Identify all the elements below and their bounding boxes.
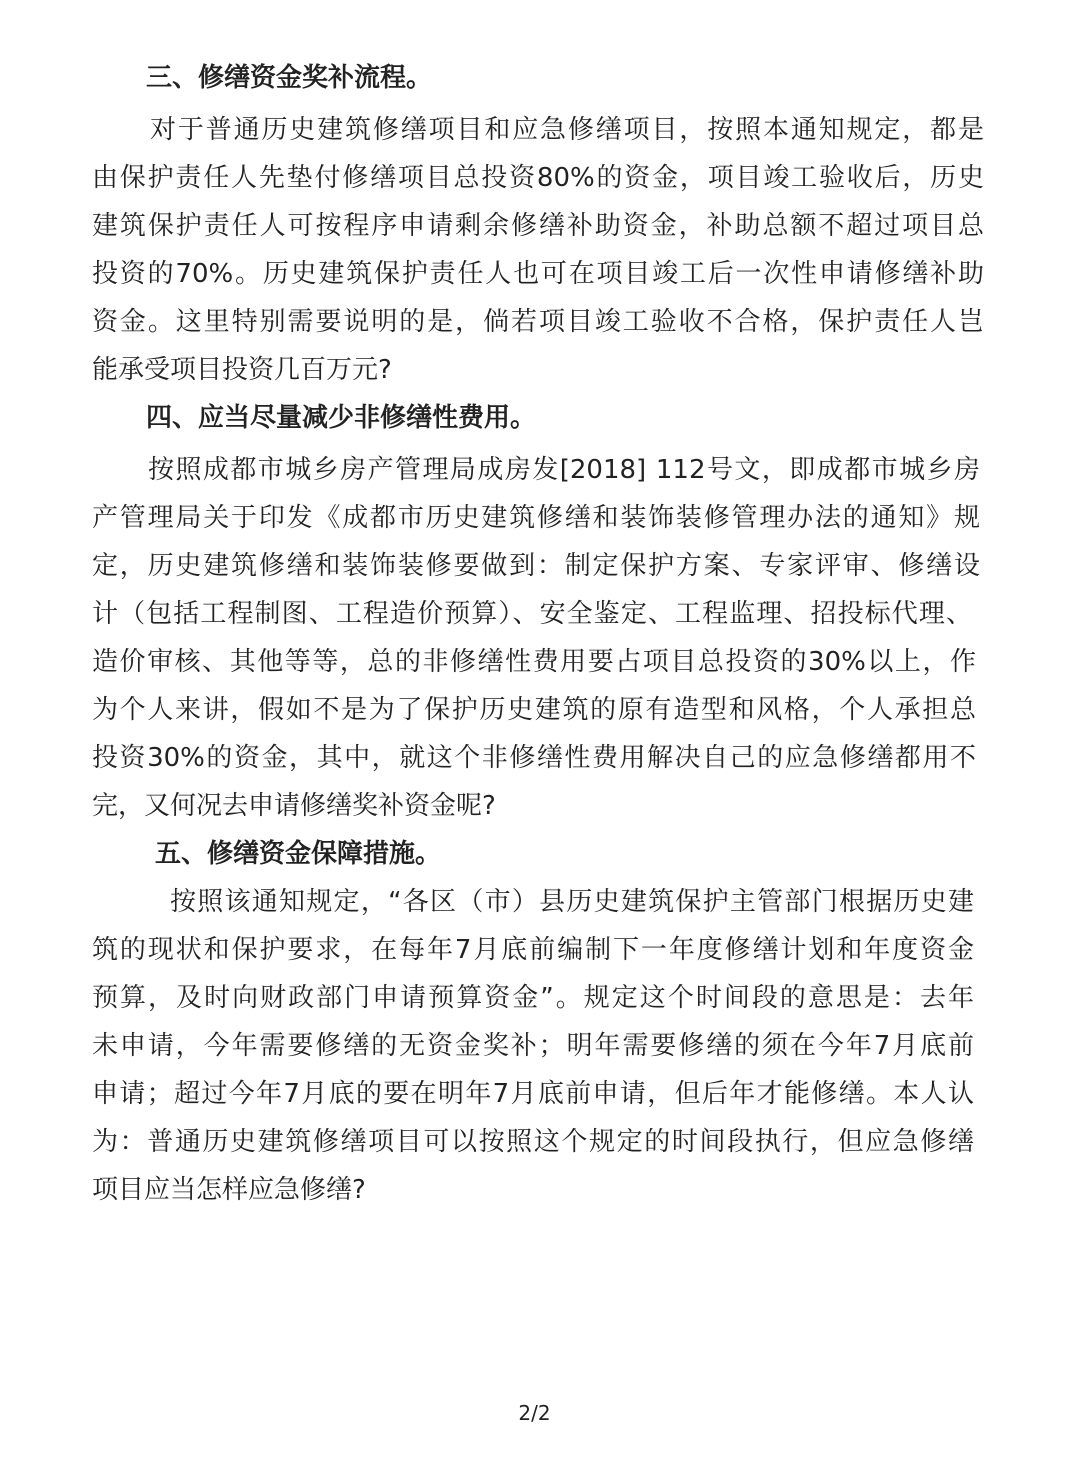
paragraph-line: 未申请，今年需要修缮的无资金奖补；明年需要修缮的须在今年7月底前	[92, 1031, 974, 1061]
paragraph-line: 投资的70%。历史建筑保护责任人也可在项目竣工后一次性申请修缮补助	[92, 259, 984, 289]
paragraph-line: 由保护责任人先垫付修缮项目总投资80%的资金，项目竣工验收后，历史	[92, 163, 984, 193]
paragraph-line: 完，又何况去申请修缮奖补资金呢?	[92, 791, 496, 821]
paragraph-line: 预算，及时向财政部门申请预算资金”。规定这个时间段的意思是：去年	[92, 983, 974, 1013]
paragraph-line: 申请；超过今年7月底的要在明年7月底前申请，但后年才能修缮。本人认	[92, 1079, 974, 1109]
section-heading-3: 三、修缮资金奖补流程。	[146, 63, 433, 93]
section-heading-5: 五、修缮资金保障措施。	[155, 839, 442, 869]
paragraph-line: 按照该通知规定，“各区（市）县历史建筑保护主管部门根据历史建	[170, 887, 974, 917]
paragraph-line: 建筑保护责任人可按程序申请剩余修缮补助资金，补助总额不超过项目总	[92, 211, 984, 241]
paragraph-line: 筑的现状和保护要求，在每年7月底前编制下一年度修缮计划和年度资金	[92, 935, 974, 965]
paragraph-line: 为：普通历史建筑修缮项目可以按照这个规定的时间段执行，但应急修缮	[92, 1127, 974, 1157]
paragraph-line: 按照成都市城乡房产管理局成房发[2018] 112号文，即成都市城乡房	[148, 455, 980, 485]
paragraph-line: 产管理局关于印发《成都市历史建筑修缮和装饰装修管理办法的通知》规	[92, 503, 980, 533]
paragraph-line: 造价审核、其他等等，总的非修缮性费用要占项目总投资的30%以上，作	[92, 647, 976, 677]
paragraph-line: 为个人来讲，假如不是为了保护历史建筑的原有造型和风格，个人承担总	[92, 695, 976, 725]
paragraph-line: 项目应当怎样应急修缮?	[92, 1175, 366, 1205]
paragraph-line: 对于普通历史建筑修缮项目和应急修缮项目，按照本通知规定，都是	[150, 115, 984, 145]
page-number: 2/2	[518, 1401, 551, 1425]
paragraph-line: 计（包括工程制图、工程造价预算）、安全鉴定、工程监理、招投标代理、	[92, 599, 972, 629]
paragraph-line: 投资30%的资金，其中，就这个非修缮性费用解决自己的应急修缮都用不	[92, 743, 976, 773]
paragraph-line: 能承受项目投资几百万元?	[92, 355, 392, 385]
section-heading-4: 四、应当尽量减少非修缮性费用。	[146, 403, 537, 433]
paragraph-line: 资金。这里特别需要说明的是，倘若项目竣工验收不合格，保护责任人岂	[92, 307, 984, 337]
paragraph-line: 定，历史建筑修缮和装饰装修要做到：制定保护方案、专家评审、修缮设	[92, 551, 980, 581]
